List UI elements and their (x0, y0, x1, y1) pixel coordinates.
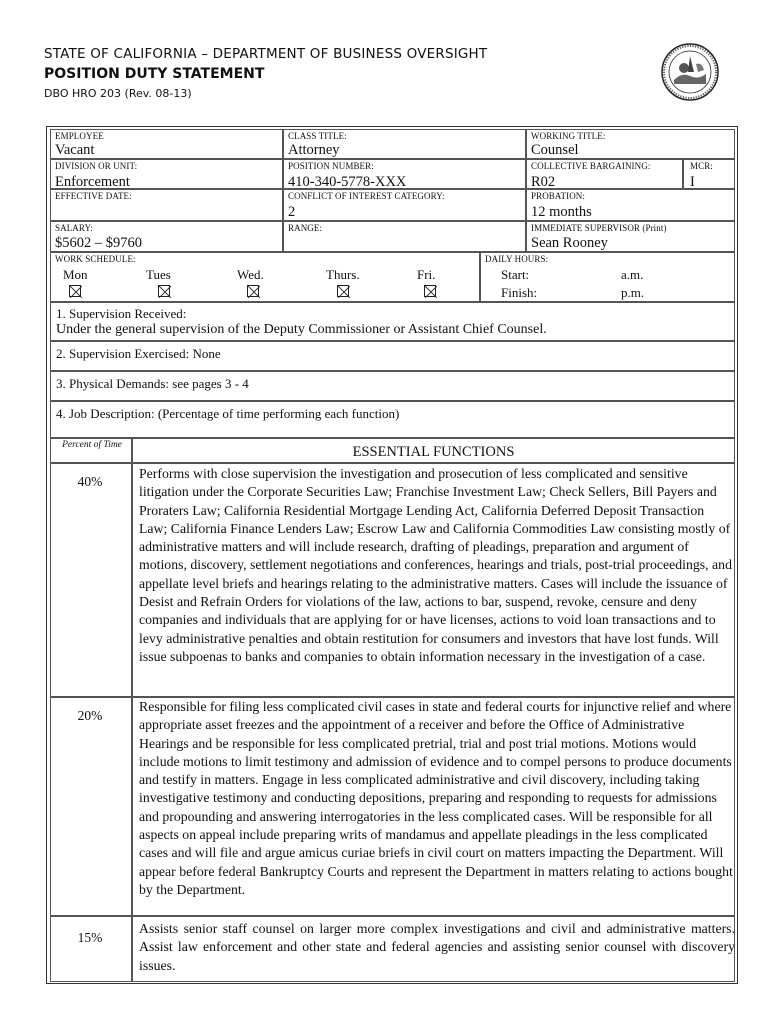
working-title-cell (526, 129, 735, 159)
class-title-cell (283, 129, 526, 159)
salary-cell (50, 221, 283, 252)
agency-heading: STATE OF CALIFORNIA – DEPARTMENT OF BUSINESS OVERSIGHT (44, 46, 488, 62)
probation-value: 12 months (531, 204, 592, 220)
working-title-label: WORKING TITLE: (531, 131, 606, 141)
function-1-percent: 40% (77, 474, 103, 489)
mcr-cell (683, 159, 735, 189)
function-2-percent: 20% (77, 708, 103, 723)
supervisor-cell (526, 221, 735, 252)
working-title-value: Counsel (531, 142, 579, 158)
bargaining-cell (526, 159, 683, 189)
class-title-value: Attorney (288, 142, 340, 158)
mon-checkbox[interactable] (69, 285, 81, 297)
conflict-label: CONFLICT OF INTEREST CATEGORY: (288, 191, 445, 201)
work-schedule-label: WORK SCHEDULE: (55, 254, 136, 264)
essential-functions-header: ESSENTIAL FUNCTIONS (352, 444, 515, 460)
mcr-label: MCR: (690, 161, 713, 171)
supervision-received-section (50, 302, 735, 341)
function-1-text: Performs with close supervision the investigation and prosecution of less complicated and sensitive litigation under the Corporate Securities Law; Franchise Investment Law; Check Sellers, Bill Payers and Proraters Law; California Residential Mortgage Lending Act, California Deferred Deposit Transaction Law; California Finance Lenders Law; Escrow Law and California Commodities Law consisting mostly of administrative matters and will include research, drafting of pleadings, preparation and argument of motions, discovery, settlement negotiations and conferences, hearings and trials, post-trial proceedings, and appellate level briefs and hearings relating to the administrative matters. Cases will include the issuance of Desist and Refrain Orders for violations of the law, actions to bar, suspend, revoke, censure and deny companies and individuals that are applying for or have licenses, actions to void loan transactions and to levy administrative penalties and obtain restitution for consumers and investors that have lost funds. Will issue subpoenas to banks and companies to obtain information necessary in the investigation of a case. (139, 466, 732, 664)
day-thurs: Thurs. (326, 267, 360, 282)
bargaining-value: R02 (531, 174, 556, 190)
effective-date-cell (50, 189, 283, 221)
conflict-cell (283, 189, 526, 221)
division-cell (50, 159, 283, 189)
division-value: Enforcement (55, 174, 130, 190)
state-seal-icon (660, 42, 720, 102)
work-schedule-cell (50, 252, 480, 302)
salary-value: $5602 – $9760 (55, 235, 142, 251)
function-row-3-percent-cell (50, 916, 132, 982)
day-tues: Tues (146, 267, 171, 282)
class-title-label: CLASS TITLE: (288, 131, 347, 141)
job-description-section (50, 401, 735, 438)
function-3-text: Assists senior staff counsel on larger more complex investigations and civil and administrative matters. Assist law enforcement and other state and federal agencies and assisting senior counsel with discovery issues. (139, 921, 735, 973)
day-mon: Mon (63, 267, 88, 282)
physical-demands-text: 3. Physical Demands: see pages 3 - 4 (56, 376, 249, 391)
document-title: POSITION DUTY STATEMENT (44, 66, 265, 82)
position-number-value: 410-340-5778-XXX (288, 174, 407, 190)
function-row-2-percent-cell (50, 697, 132, 916)
function-row-1-percent-cell (50, 463, 132, 697)
supervision-exercised-text: 2. Supervision Exercised: None (56, 346, 221, 361)
thurs-checkbox[interactable] (337, 285, 349, 297)
position-number-label: POSITION NUMBER: (288, 161, 374, 171)
effective-date-label: EFFECTIVE DATE: (55, 191, 132, 201)
salary-label: SALARY: (55, 223, 93, 233)
range-cell (283, 221, 526, 252)
finish-label: Finish: (501, 285, 538, 300)
mcr-value: I (690, 174, 695, 190)
position-number-cell (283, 159, 526, 189)
job-description-text: 4. Job Description: (Percentage of time performing each function) (56, 406, 400, 421)
start-am: a.m. (621, 267, 644, 282)
range-label: RANGE: (288, 223, 323, 233)
bargaining-label: COLLECTIVE BARGAINING: (531, 161, 651, 171)
employee-cell (50, 129, 283, 159)
daily-hours-label: DAILY HOURS: (485, 254, 549, 264)
supervisor-label: IMMEDIATE SUPERVISOR (Print) (531, 223, 667, 233)
physical-demands-section (50, 371, 735, 401)
tues-checkbox[interactable] (158, 285, 170, 297)
form-id: DBO HRO 203 (Rev. 08-13) (44, 87, 192, 100)
day-fri: Fri. (417, 267, 436, 282)
employee-label: EMPLOYEE (55, 131, 104, 141)
start-label: Start: (501, 267, 530, 282)
supervisor-value: Sean Rooney (531, 235, 608, 251)
percent-header: Percent of Time (62, 440, 122, 450)
finish-pm: p.m. (621, 285, 645, 300)
wed-checkbox[interactable] (247, 285, 259, 297)
day-wed: Wed. (237, 267, 264, 282)
function-2-text: Responsible for filing less complicated civil cases in state and federal courts for injunctive relief and where appropriate asset freezes and the appointment of a receiver and before the Office of Administrative Hearings and be responsible for less complicated pretrial, trial and post trial motions. Motions would include motions to limit testimony and admission of evidence and to compel persons to produce documents and testify in matters. Engage in less complicated administrative and civil discovery, including taking investigative testimony and conducting depositions, preparing and responding to requests for admissions and propounding and answering interrogatories in the less complicated cases. Will be responsible for all aspects on appeal include preparing writs of mandamus and appellate pleadings in the less complicated cases and will file and argue amicus curiae briefs in civil court on matters impacting the Department. Will appear before federal Bankruptcy Courts and represent the Department in matters relating to actions bought by the Department. (139, 699, 733, 897)
probation-cell (526, 189, 735, 221)
supervision-received-text: Under the general supervision of the Deputy Commissioner or Assistant Chief Counsel. (56, 322, 547, 337)
conflict-value: 2 (288, 204, 296, 220)
function-3-percent: 15% (77, 930, 103, 945)
daily-hours-cell (480, 252, 735, 302)
division-label: DIVISION OR UNIT: (55, 161, 138, 171)
supervision-exercised-section (50, 341, 735, 371)
fri-checkbox[interactable] (424, 285, 436, 297)
probation-label: PROBATION: (531, 191, 586, 201)
supervision-received-heading: 1. Supervision Received: (56, 306, 187, 321)
employee-value: Vacant (55, 142, 95, 158)
essential-header-cell (132, 438, 735, 463)
percent-header-cell (50, 438, 132, 463)
